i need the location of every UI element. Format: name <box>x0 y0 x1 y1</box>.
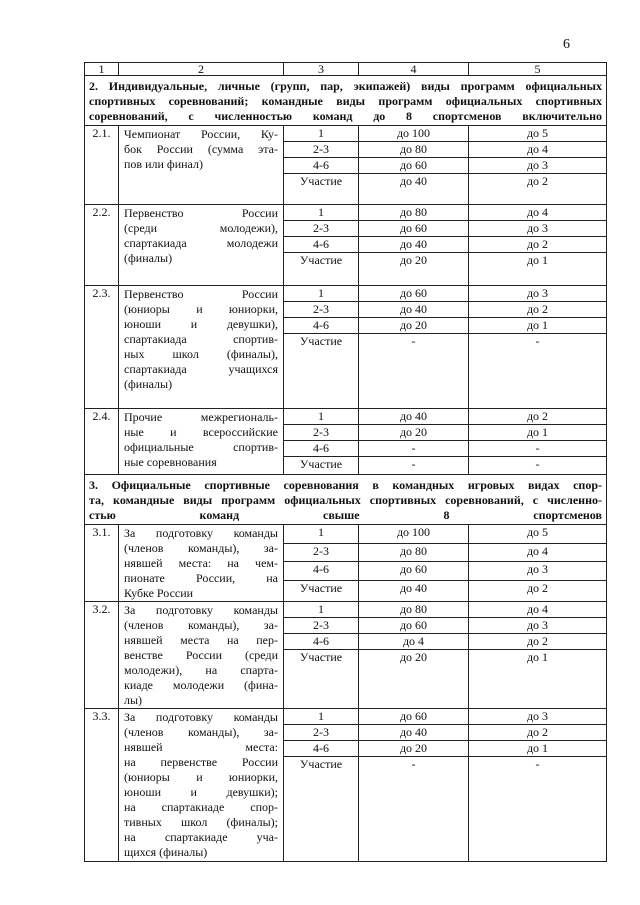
description-line: нявшей места на пер- <box>124 633 278 647</box>
description-line: на спартакиаде уча- <box>124 830 278 844</box>
place-cell: 4-6 <box>284 158 359 174</box>
points-cell: до 40 <box>359 174 469 205</box>
description-line: (членов команды), за- <box>124 541 278 555</box>
points-cell: - <box>359 334 469 409</box>
points-cell: до 40 <box>359 237 469 253</box>
bonus-cell: до 3 <box>469 158 607 174</box>
place-cell: 2-3 <box>284 618 359 634</box>
points-cell: до 80 <box>359 543 469 562</box>
description-line: ных школ (финалы), <box>124 347 278 361</box>
place-cell: 4-6 <box>284 441 359 457</box>
column-number: 2 <box>119 63 284 76</box>
place-cell: 1 <box>284 709 359 725</box>
bonus-cell: до 1 <box>469 425 607 441</box>
row-number: 2.3. <box>85 286 119 409</box>
place-cell: Участие <box>284 650 359 709</box>
bonus-cell: до 2 <box>469 174 607 205</box>
points-cell: до 20 <box>359 425 469 441</box>
description-line: (юниоры и юниорки, <box>124 770 278 784</box>
column-number: 1 <box>85 63 119 76</box>
points-cell: до 20 <box>359 253 469 286</box>
place-cell: Участие <box>284 757 359 862</box>
table-row <box>85 409 607 425</box>
bonus-cell: - <box>469 457 607 475</box>
description-line: тивных школ (финалы); <box>124 815 278 829</box>
points-cell: до 40 <box>359 409 469 425</box>
bonus-cell: до 2 <box>469 302 607 318</box>
description-line: За подготовку команды <box>124 603 278 617</box>
description-line: ные и всероссийские <box>124 425 278 439</box>
section-title-row <box>85 76 607 126</box>
description-line: (финалы) <box>124 377 173 391</box>
bonus-cell: до 5 <box>469 525 607 544</box>
description-line: официальные спортив- <box>124 440 278 454</box>
bonus-cell: - <box>469 334 607 409</box>
bonus-cell: до 2 <box>469 237 607 253</box>
table-row <box>85 525 607 544</box>
description-line: венстве России (среди <box>124 648 278 662</box>
bonus-cell: до 3 <box>469 286 607 302</box>
competition-description <box>119 409 284 475</box>
row-number: 3.1. <box>85 525 119 602</box>
competition-description <box>119 602 284 709</box>
description-line: нявшей места: на чем- <box>124 556 278 570</box>
column-number: 4 <box>359 63 469 76</box>
description-line: ные соревнования <box>124 455 217 469</box>
description-line: Кубке России <box>124 586 194 600</box>
bonus-cell: до 1 <box>469 650 607 709</box>
bonus-cell: - <box>469 757 607 862</box>
competition-description <box>119 205 284 286</box>
description-line: (членов команды), за- <box>124 725 278 739</box>
description-line: спартакиада спортив- <box>124 332 278 346</box>
section-title <box>85 475 607 525</box>
description-line: киаде молодежи (фина- <box>124 678 278 692</box>
points-cell: до 40 <box>359 302 469 318</box>
bonus-cell: до 3 <box>469 618 607 634</box>
points-cell: до 80 <box>359 602 469 618</box>
place-cell: Участие <box>284 457 359 475</box>
section-title-line: 2. Индивидуальные, личные (групп, пар, экипажей) виды программ официальных <box>89 79 602 93</box>
table-row <box>85 205 607 221</box>
section-title-line: соревнований, с численностью команд до 8 спортсменов включительно <box>89 109 602 123</box>
bonus-cell: до 2 <box>469 634 607 650</box>
bonus-cell: до 1 <box>469 741 607 757</box>
place-cell: Участие <box>284 253 359 286</box>
table-row <box>85 126 607 142</box>
bonus-cell: до 5 <box>469 126 607 142</box>
points-cell: до 20 <box>359 650 469 709</box>
bonus-cell: - <box>469 441 607 457</box>
section-title-line: спортивных соревнований; командные виды программ официальных спортивных <box>89 94 602 108</box>
place-cell: Участие <box>284 174 359 205</box>
place-cell: 1 <box>284 525 359 544</box>
description-line: пов или финал) <box>124 157 203 171</box>
bonus-cell: до 3 <box>469 221 607 237</box>
points-cell: до 60 <box>359 618 469 634</box>
description-line: (среди молодежи), <box>124 221 278 235</box>
points-cell: до 20 <box>359 318 469 334</box>
bonus-cell: до 4 <box>469 142 607 158</box>
points-cell: до 40 <box>359 725 469 741</box>
section-title-line: та, командные виды программ официальных спортивных соревнований, с численно- <box>89 493 602 507</box>
points-cell: до 80 <box>359 142 469 158</box>
place-cell: 2-3 <box>284 725 359 741</box>
description-line: юноши и девушки), <box>124 317 278 331</box>
description-line: нявшей места: <box>124 740 278 754</box>
points-cell: до 60 <box>359 562 469 581</box>
points-cell: до 60 <box>359 709 469 725</box>
place-cell: 1 <box>284 286 359 302</box>
table-row <box>85 286 607 302</box>
place-cell: 4-6 <box>284 634 359 650</box>
place-cell: 1 <box>284 205 359 221</box>
place-cell: Участие <box>284 334 359 409</box>
column-number: 3 <box>284 63 359 76</box>
points-cell: до 80 <box>359 205 469 221</box>
description-line: бок России (сумма эта- <box>124 142 278 156</box>
page-number: 6 <box>563 37 570 52</box>
place-cell: 2-3 <box>284 543 359 562</box>
place-cell: 2-3 <box>284 302 359 318</box>
points-cell: до 60 <box>359 286 469 302</box>
bonus-cell: до 2 <box>469 725 607 741</box>
description-line: (финалы) <box>124 251 173 265</box>
bonus-cell: до 4 <box>469 205 607 221</box>
bonus-cell: до 4 <box>469 602 607 618</box>
description-line: За подготовку команды <box>124 526 278 540</box>
bonus-cell: до 3 <box>469 562 607 581</box>
description-line: спартакиада молодежи <box>124 236 278 250</box>
description-line: на спартакиаде спор- <box>124 800 278 814</box>
row-number: 2.2. <box>85 205 119 286</box>
competition-description <box>119 709 284 862</box>
bonus-cell: до 2 <box>469 580 607 601</box>
points-cell: - <box>359 757 469 862</box>
scoring-table <box>84 62 607 862</box>
description-line: спартакиада учащихся <box>124 362 278 376</box>
section-title-line: стью команд свыше 8 спортсменов <box>89 508 602 522</box>
table-row <box>85 709 607 725</box>
points-cell: до 100 <box>359 525 469 544</box>
competition-description <box>119 525 284 602</box>
row-number: 2.4. <box>85 409 119 475</box>
bonus-cell: до 3 <box>469 709 607 725</box>
description-line: (юниоры и юниорки, <box>124 302 278 316</box>
description-line: Чемпионат России, Ку- <box>124 127 278 141</box>
bonus-cell: до 1 <box>469 318 607 334</box>
place-cell: 2-3 <box>284 142 359 158</box>
points-cell: до 40 <box>359 580 469 601</box>
points-cell: - <box>359 457 469 475</box>
bonus-cell: до 4 <box>469 543 607 562</box>
place-cell: 4-6 <box>284 318 359 334</box>
description-line: пионате России, на <box>124 571 278 585</box>
points-cell: до 100 <box>359 126 469 142</box>
place-cell: 1 <box>284 409 359 425</box>
place-cell: 2-3 <box>284 221 359 237</box>
description-line: (членов команды), за- <box>124 618 278 632</box>
description-line: Прочие межрегиональ- <box>124 410 278 424</box>
column-number-row <box>85 63 607 76</box>
points-cell: до 60 <box>359 221 469 237</box>
place-cell: 2-3 <box>284 425 359 441</box>
competition-description <box>119 286 284 409</box>
place-cell: 4-6 <box>284 741 359 757</box>
points-cell: до 4 <box>359 634 469 650</box>
description-line: щихся (финалы) <box>124 845 208 859</box>
description-line: молодежи), на спарта- <box>124 663 278 677</box>
place-cell: 1 <box>284 126 359 142</box>
description-line: лы) <box>124 693 143 707</box>
description-line: юноши и девушки); <box>124 785 278 799</box>
description-line: За подготовку команды <box>124 710 278 724</box>
row-number: 2.1. <box>85 126 119 205</box>
table-row <box>85 602 607 618</box>
description-line: Первенство России <box>124 206 278 220</box>
section-title-line: 3. Официальные спортивные соревнования в командных игровых видах спор- <box>89 478 602 492</box>
points-cell: до 60 <box>359 158 469 174</box>
points-cell: - <box>359 441 469 457</box>
section-title-row <box>85 475 607 525</box>
description-line: Первенство России <box>124 287 278 301</box>
place-cell: 4-6 <box>284 237 359 253</box>
bonus-cell: до 2 <box>469 409 607 425</box>
row-number: 3.3. <box>85 709 119 862</box>
bonus-cell: до 1 <box>469 253 607 286</box>
points-cell: до 20 <box>359 741 469 757</box>
place-cell: Участие <box>284 580 359 601</box>
place-cell: 4-6 <box>284 562 359 581</box>
place-cell: 1 <box>284 602 359 618</box>
row-number: 3.2. <box>85 602 119 709</box>
column-number: 5 <box>469 63 607 76</box>
description-line: на первенстве России <box>124 755 278 769</box>
section-title <box>85 76 607 126</box>
competition-description <box>119 126 284 205</box>
